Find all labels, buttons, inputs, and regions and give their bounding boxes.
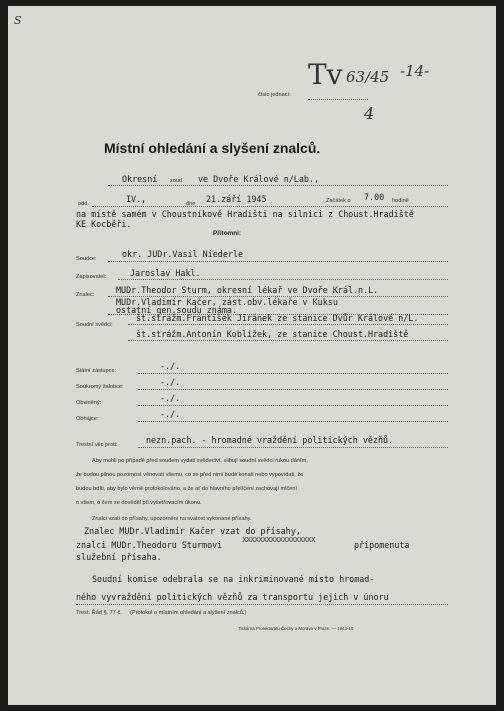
witnesses-label: Soudní svědci:: [76, 322, 113, 328]
party-label-defender: Obhájce:: [76, 416, 99, 422]
case-label: Trestní věc proti:: [76, 442, 118, 448]
party-value-accused: -./.: [160, 393, 181, 403]
recorder-label: Zapisovatel:: [76, 274, 107, 280]
oath-line-4: služební přísaha.: [76, 552, 162, 562]
party-value-defender: -./.: [160, 409, 181, 419]
number-label: číslo jednací:: [258, 92, 291, 98]
oath-line-2: znalci MUDr.Theodoru Sturmovi: [76, 540, 223, 550]
case-value: nezn.pach. - hromadné vraždění politických vězňů.: [146, 435, 394, 445]
party-label-private: Soukromý žalobce:: [76, 384, 124, 390]
location-line-2: KE Kocběři.: [76, 219, 132, 229]
handwritten-suffix: -14-: [400, 62, 430, 80]
judge-value: okr. JUDr.Vasil Niederle: [122, 249, 244, 259]
court-place: ve Dvoře Králové n/Lab.,: [198, 174, 320, 184]
expert-1: MUDr.Theodor Sturm, okresní lékař ve Dvoře Král.n.L.: [116, 285, 379, 295]
dept-value: IV.,: [126, 194, 147, 204]
paragraph-oath-line: Znalci vzati do přísahy, upozorněni na svatost vykonané přísahy.: [92, 516, 252, 522]
party-value-prosecutor: -./.: [160, 361, 181, 371]
document-sheet: [8, 6, 496, 705]
commission-line-1: Soudní komise odebrala se na inkriminované místo hromad-: [92, 574, 375, 584]
corner-mark: S: [14, 14, 22, 27]
recorder-value: Jaroslav Hakl.: [130, 268, 201, 278]
hour-label: hodině: [392, 198, 409, 204]
location-line-1: na místě samém v Choustníkově Hradišti na silnici z Choust.Hradiště: [76, 209, 414, 219]
page-title: Místní ohledání a slyšení znalců.: [104, 140, 321, 156]
handwritten-sub-number: 4: [364, 104, 375, 123]
date-label: dne: [186, 201, 196, 207]
soud-label: soud: [170, 178, 183, 184]
start-label: Začátek o: [326, 198, 351, 204]
paragraph-line-2: že budou pilnou pozornost věnovati všemu, co se před nimi bude konati nebo vypovídati, že: [76, 472, 304, 478]
expert-2: MUDr.Vladimír Kačer, zást.obv.lékaře v Kuksu: [116, 297, 338, 307]
handwritten-case-number: 63/45: [346, 68, 390, 86]
tv-stamp: Tv: [308, 58, 343, 91]
judge-label: Soudce:: [76, 256, 97, 262]
oath-line-3: připomenuta: [354, 540, 410, 550]
present-heading: Přítomni:: [213, 230, 242, 237]
party-value-private: -./.: [160, 377, 181, 387]
expert-2-note: ostatní gen.soudu známa.: [116, 305, 238, 315]
paragraph-line-1: Aby mohli po případě před soudem vydati svědectví, slibují soudní svědci rukou dáním,: [92, 458, 308, 464]
footer-form-desc: (Protokol o místním ohledání a slyšení znalců.): [130, 610, 247, 616]
court-type: Okresní: [122, 174, 158, 184]
paragraph-line-4: o všem, o čem se dověděl při vyšetřovacím úkonu.: [76, 500, 202, 506]
experts-label: Znalec:: [76, 292, 95, 298]
party-label-prosecutor: Státní zástupce:: [76, 368, 117, 374]
footer-form-ref: Trest. Řád §. 77 č.: [76, 610, 122, 616]
oath-line-1: Znalec MUDr.Vladimír Kačer vzat do přísahy,: [84, 526, 301, 536]
witness-2: št.strážm.Antonín Koblížek, ze stanice Choust.Hradiště: [136, 329, 409, 339]
witness-1: št.strážm.František Jiránek ze stanice Dvůr Králové n/L.: [136, 313, 419, 323]
footer-printer: Tiskárna Protektorátu Čechy a Morava v Praze. — 1943-10.: [238, 626, 355, 631]
party-label-accused: Obviněný:: [76, 400, 102, 406]
commission-line-2: ného vyvraždění politických vězňů za transportu jejich v únoru: [76, 592, 389, 602]
odd-label: odd.: [78, 201, 89, 207]
struck-text: xxxxxxxxxxxxxxxxxx: [242, 534, 315, 544]
date-value: 21.září 1945: [206, 194, 267, 204]
paragraph-line-3: budou bdíti, aby bylo věrně protokolováno, a že ať do hlavního přelíčení zachovají mlčení: [76, 486, 298, 492]
start-time: 7.00: [364, 192, 385, 202]
